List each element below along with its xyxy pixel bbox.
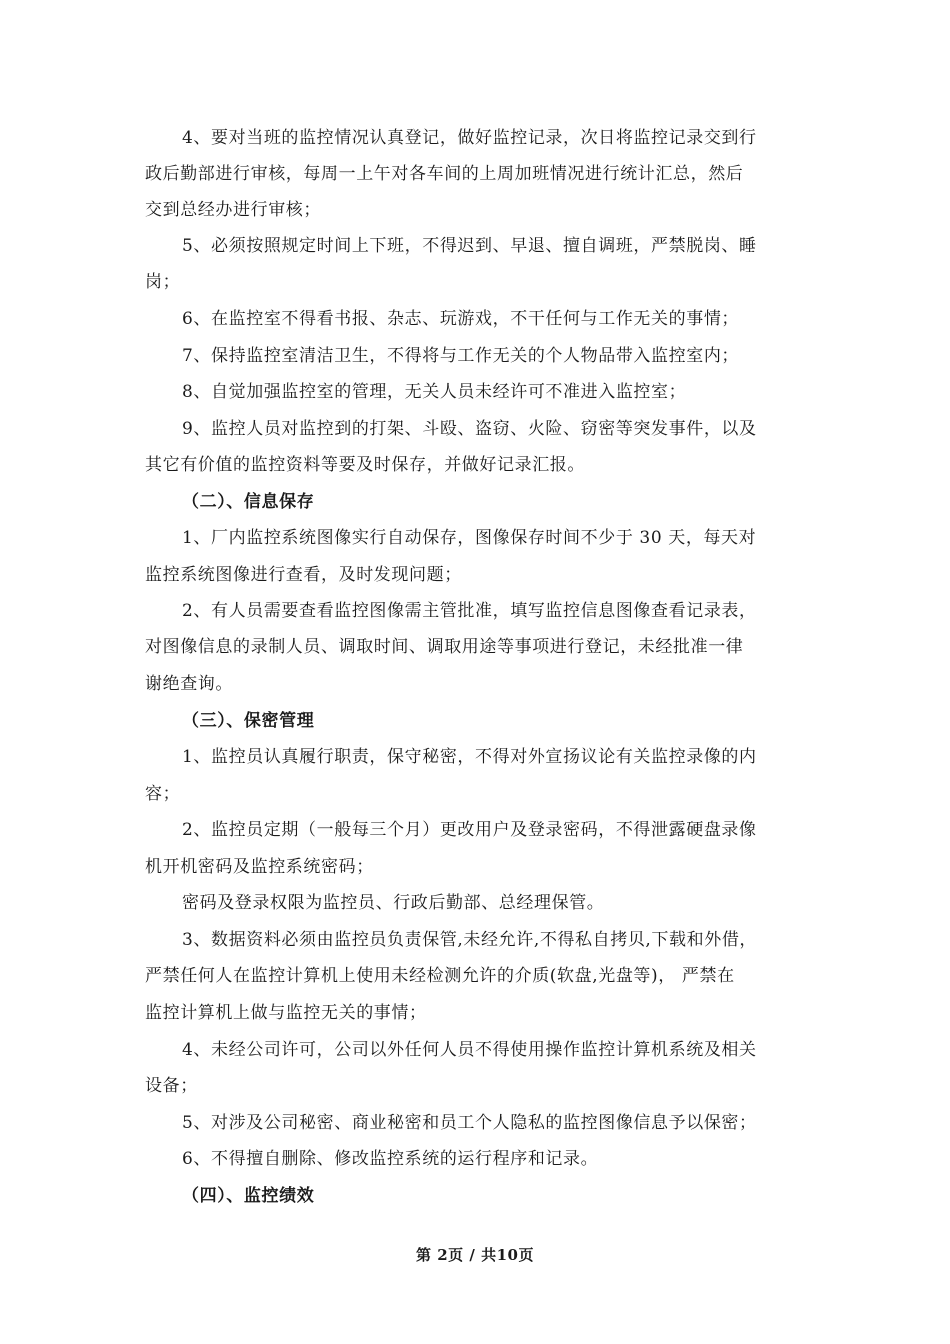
paragraph-line: 7、保持监控室清洁卫生，不得将与工作无关的个人物品带入监控室内； (182, 346, 740, 366)
paragraph-line: 1、监控员认真履行职责，保守秘密，不得对外宣扬议论有关监控录像的内 (182, 747, 757, 767)
paragraph-line: 容； (145, 784, 181, 804)
paragraph-line: 设备； (145, 1076, 198, 1096)
paragraph-line: 5、对涉及公司秘密、商业秘密和员工个人隐私的监控图像信息予以保密； (182, 1113, 757, 1133)
paragraph-line: 谢绝查询。 (145, 674, 233, 694)
paragraph-line: 6、不得擅自删除、修改监控系统的运行程序和记录。 (182, 1149, 599, 1169)
paragraph-line: 5、必须按照规定时间上下班，不得迟到、早退、擅自调班，严禁脱岗、睡 (182, 236, 757, 256)
paragraph-line: 9、监控人员对监控到的打架、斗殴、盗窃、火险、窃密等突发事件，以及 (182, 419, 757, 439)
paragraph-line: 其它有价值的监控资料等要及时保存，并做好记录汇报。 (145, 455, 585, 475)
paragraph-line: 6、在监控室不得看书报、杂志、玩游戏，不干任何与工作无关的事情； (182, 309, 740, 329)
paragraph-line: 严禁任何人在监控计算机上使用未经检测允许的介质(软盘,光盘等)， 严禁在 (145, 966, 735, 986)
paragraph-line: 交到总经办进行审核； (145, 200, 321, 220)
paragraph-line: 机开机密码及监控系统密码； (145, 857, 374, 877)
paragraph-line: 岗； (145, 272, 181, 292)
paragraph-line: 密码及登录权限为监控员、行政后勤部、总经理保管。 (182, 893, 605, 913)
paragraph-line: 2、监控员定期（一般每三个月）更改用户及登录密码，不得泄露硬盘录像 (182, 820, 757, 840)
paragraph-line: 8、自觉加强监控室的管理，无关人员未经许可不准进入监控室； (182, 382, 687, 402)
paragraph-line: 监控计算机上做与监控无关的事情； (145, 1003, 427, 1023)
section-heading: （四）、监控绩效 (182, 1186, 315, 1206)
section-heading: （二）、信息保存 (182, 492, 315, 512)
section-heading: （三）、保密管理 (182, 711, 315, 731)
paragraph-line: 监控系统图像进行查看，及时发现问题； (145, 565, 462, 585)
paragraph-line: 3、数据资料必须由监控员负责保管,未经允许,不得私自拷贝,下载和外借， (182, 930, 758, 950)
paragraph-line: 1、厂内监控系统图像实行自动保存，图像保存时间不少于 30 天，每天对 (182, 528, 757, 548)
paragraph-line: 2、有人员需要查看监控图像需主管批准，填写监控信息图像查看记录表， (182, 601, 757, 621)
paragraph-line: 4、要对当班的监控情况认真登记，做好监控记录，次日将监控记录交到行 (182, 128, 757, 148)
paragraph-line: 政后勤部进行审核，每周一上午对各车间的上周加班情况进行统计汇总，然后 (145, 164, 744, 184)
paragraph-line: 对图像信息的录制人员、调取时间、调取用途等事项进行登记，未经批准一律 (145, 637, 744, 657)
paragraph-line: 4、未经公司许可，公司以外任何人员不得使用操作监控计算机系统及相关 (182, 1040, 757, 1060)
page-footer: 第 2页 / 共10页 (416, 1246, 534, 1264)
